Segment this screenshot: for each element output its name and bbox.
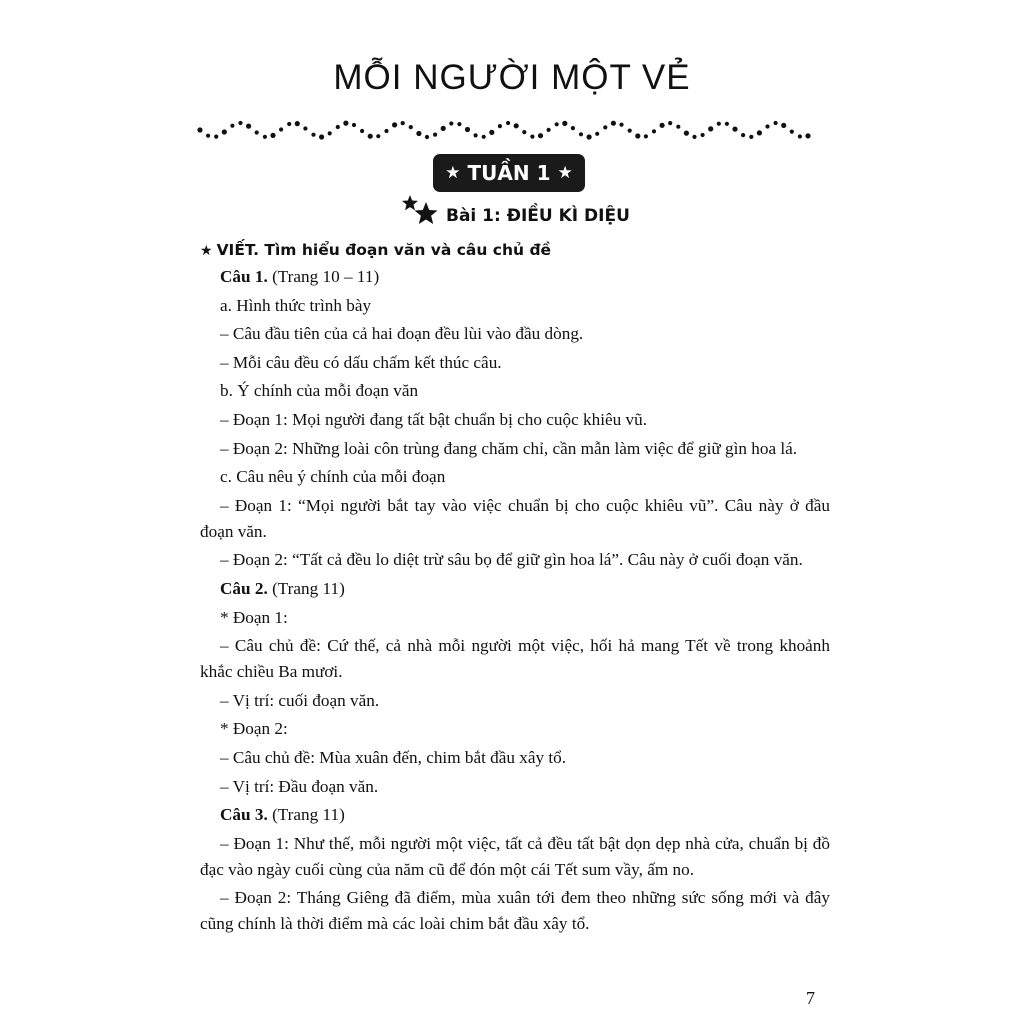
decoration-dot: [441, 126, 446, 131]
decoration-dot: [489, 130, 494, 135]
decoration-dot: [287, 122, 291, 126]
page-number: 7: [806, 988, 815, 1008]
decoration-dot: [222, 129, 227, 134]
decoration-dot: [725, 122, 729, 126]
paragraph: [200, 688, 830, 714]
decoration-dot: [206, 134, 210, 138]
paragraph-text: – Đoạn 1: Mọi người đang tất bật chuẩn bị cho cuộc khiêu vũ.: [220, 409, 647, 429]
decoration-dot: [498, 124, 502, 128]
decoration-dot: [230, 124, 234, 128]
decoration-dot: [805, 133, 810, 138]
decoration-dot: [635, 133, 640, 138]
decoration-dot: [538, 133, 543, 138]
decoration-dot: [474, 133, 478, 137]
week-label: TUẦN 1: [467, 161, 551, 185]
paragraph-text: b. Ý chính của mỗi đoạn văn: [220, 381, 419, 401]
paragraph: [200, 378, 830, 404]
decoration-dot: [708, 126, 713, 131]
decoration-dot: [433, 133, 437, 137]
paragraph: [200, 547, 830, 573]
paragraph-text: – Đoạn 2: Tháng Giêng đã điểm, mùa xuân tới đem theo những sức sống mới và đây cũng chính là thời điểm mà các loài chim bắt đầu xây tổ.: [200, 888, 830, 934]
decoration-dot: [376, 134, 380, 138]
paragraph-text: – Đoạn 2: “Tất cả đều lo diệt trừ sâu bọ để giữ gìn hoa lá”. Câu này ở cuối đoạn văn.: [220, 550, 803, 570]
decoration-dot: [798, 134, 802, 138]
decoration-dot: [384, 129, 388, 133]
paragraph-text: – Đoạn 1: Như thế, mỗi người một việc, tất cả đều tất bật dọn dẹp nhà cửa, chuẩn bị đồ đạc vào ngày cuối cùng của năm cũ để đón một cái Tết sum vầy, ấm no.: [200, 833, 830, 879]
decoration-dot: [562, 121, 567, 126]
decoration-dot: [692, 135, 696, 139]
paragraph-text: – Câu đầu tiên của cả hai đoạn đều lùi vào đầu dòng.: [220, 324, 584, 344]
paragraph: [200, 493, 830, 545]
decoration-dot: [644, 134, 648, 138]
decoration-dot: [749, 135, 753, 139]
decoration-dot: [343, 121, 348, 126]
decoration-dot: [781, 123, 786, 128]
paragraph-text: (Trang 11): [267, 578, 345, 598]
decoration-dot: [790, 130, 794, 134]
decoration-dot: [238, 121, 242, 125]
decoration-dot: [514, 123, 519, 128]
decoration-dot: [457, 122, 461, 126]
decoration-dot: [579, 132, 583, 136]
decoration-dot: [392, 122, 397, 127]
star-icon: ★: [557, 163, 573, 183]
large-star-icon: [415, 202, 438, 224]
decoration-dot: [668, 121, 672, 125]
decoration-dot: [506, 121, 510, 125]
decoration-dot: [676, 125, 680, 129]
paragraph-text: – Vị trí: cuối đoạn văn.: [220, 690, 380, 710]
decoration-dot: [522, 130, 526, 134]
paragraph-text: (Trang 11): [267, 805, 345, 825]
decoration-dot: [555, 122, 559, 126]
star-icon: ★: [445, 163, 461, 183]
decoration-dot: [319, 134, 324, 139]
paragraph: [200, 605, 830, 631]
paragraph: [200, 576, 830, 602]
decoration-dot: [303, 126, 307, 130]
lesson-title: Bài 1: ĐIỀU KÌ DIỆU: [446, 206, 630, 226]
paragraph: [200, 633, 830, 685]
section-heading: [200, 241, 551, 259]
decoration-dot: [409, 125, 413, 129]
decoration-dot: [255, 130, 259, 134]
decoration-dot: [701, 133, 705, 137]
dotted-wave-decoration: [196, 116, 812, 144]
paragraph-text: c. Câu nêu ý chính của mỗi đoạn: [220, 467, 446, 487]
paragraph-text: * Đoạn 2:: [220, 719, 288, 739]
paragraph: [200, 321, 830, 347]
decoration-dot: [263, 135, 267, 139]
decoration-dot: [360, 129, 364, 133]
decoration-dot: [611, 121, 616, 126]
body-text: [200, 264, 830, 940]
paragraph-text: – Vị trí: Đầu đoạn văn.: [220, 776, 379, 796]
paragraph-text: a. Hình thức trình bày: [220, 295, 372, 315]
decoration-dot: [595, 132, 599, 136]
week-badge: [433, 154, 585, 192]
decoration-dot: [765, 124, 769, 128]
decoration-dot: [717, 122, 721, 126]
section-heading-text: VIẾT. Tìm hiểu đoạn văn và câu chủ đề: [216, 241, 552, 259]
paragraph: [200, 293, 830, 319]
decoration-dot: [732, 127, 737, 132]
decoration-dot: [660, 123, 665, 128]
paragraph: [200, 774, 830, 800]
paragraph: [200, 716, 830, 742]
paragraph-text: – Mỗi câu đều có dấu chấm kết thúc câu.: [220, 352, 502, 372]
paragraph-text: (Trang 10 – 11): [267, 267, 380, 286]
decoration-dot: [547, 128, 551, 132]
decoration-dot: [295, 121, 300, 126]
paragraph: [200, 831, 830, 883]
decoration-dot: [741, 133, 745, 137]
decoration-dot: [619, 123, 623, 127]
paragraph-text: – Đoạn 1: “Mọi người bắt tay vào việc chuẩn bị cho cuộc khiêu vũ”. Câu này ở đầu đoạn văn.: [200, 495, 830, 541]
paragraph-text: – Câu chủ đề: Cứ thế, cả nhà mỗi người một việc, hối hả mang Tết về trong khoảnh khắc chiều Ba mươi.: [200, 636, 830, 682]
decoration-dot: [757, 130, 762, 135]
decoration-dot: [628, 129, 632, 133]
small-star-icon: [402, 195, 418, 210]
decoration-dot: [530, 135, 534, 139]
decoration-dot: [311, 133, 315, 137]
decoration-dot: [465, 127, 470, 132]
decoration-dot: [425, 135, 429, 139]
paragraph: [200, 802, 830, 828]
paragraph: [200, 885, 830, 937]
page-title: MỖI NGƯỜI MỘT VẺ: [333, 58, 691, 97]
question-label: Câu 3.: [220, 805, 268, 825]
question-label: Câu 1.: [220, 267, 268, 286]
decoration-dot: [587, 134, 592, 139]
decoration-dot: [279, 127, 283, 131]
decoration-dot: [603, 125, 607, 129]
lesson-stars-icon: [402, 194, 440, 228]
decoration-dot: [352, 123, 356, 127]
question-label: Câu 2.: [220, 578, 268, 598]
paragraph: [200, 745, 830, 771]
decoration-dot: [684, 131, 689, 136]
paragraph: [200, 436, 830, 462]
decoration-dot: [197, 127, 202, 132]
paragraph: [200, 464, 830, 490]
decoration-dot: [571, 126, 575, 130]
decoration-dot: [246, 124, 251, 129]
decoration-dot: [652, 129, 656, 133]
decoration-dot: [774, 121, 778, 125]
decoration-dot: [401, 121, 405, 125]
decoration-dot: [482, 135, 486, 139]
decoration-dot: [214, 135, 218, 139]
paragraph-text: – Câu chủ đề: Mùa xuân đến, chim bắt đầu xây tổ.: [220, 747, 567, 767]
paragraph: [200, 264, 830, 290]
decoration-dot: [368, 134, 373, 139]
decoration-dot: [328, 131, 332, 135]
paragraph-text: – Đoạn 2: Những loài côn trùng đang chăm chỉ, cần mẫn làm việc để giữ gìn hoa lá.: [220, 438, 798, 458]
decoration-dot: [416, 131, 421, 136]
paragraph-text: * Đoạn 1:: [220, 607, 288, 627]
paragraph: [200, 407, 830, 433]
decoration-dot: [336, 125, 340, 129]
star-icon: ★: [200, 243, 213, 259]
decoration-dot: [270, 133, 275, 138]
decoration-dot: [449, 121, 453, 125]
paragraph: [200, 350, 830, 376]
